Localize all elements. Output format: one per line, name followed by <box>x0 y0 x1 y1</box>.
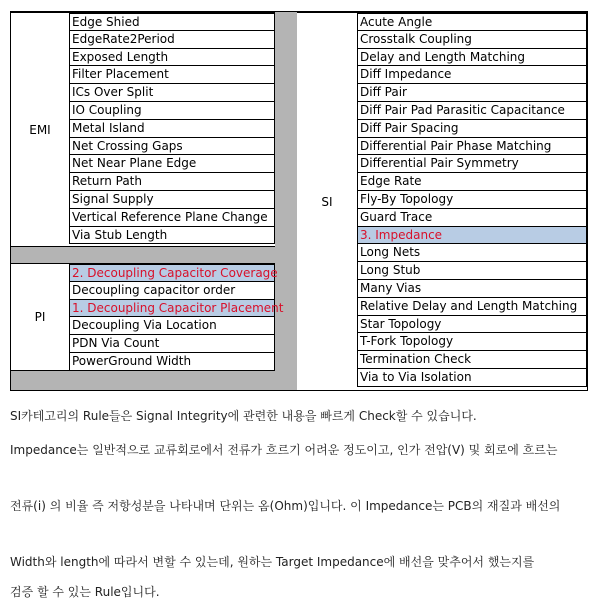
pi-rule-item: Decoupling Via Location <box>69 317 275 335</box>
si-rule-item: T-Fork Topology <box>357 333 587 351</box>
si-rule-item: Delay and Length Matching <box>357 49 587 67</box>
si-rule-item: Edge Rate <box>357 173 587 191</box>
pi-rule-item: Decoupling capacitor order <box>69 282 275 300</box>
pi-panel <box>11 263 284 371</box>
si-rule-item: Diff Pair <box>357 84 587 102</box>
pi-rule-item: 2. Decoupling Capacitor Coverage <box>69 264 275 282</box>
si-rule-item: Termination Check <box>357 351 587 369</box>
si-rule-item: Relative Delay and Length Matching <box>357 298 587 316</box>
rule-category-table <box>10 11 588 391</box>
si-rule-item: Diff Pair Pad Parasitic Capacitance <box>357 102 587 120</box>
paragraph-1: SI카테고리의 Rule들은 Signal Integrity에 관련한 내용을 빠르게 Check할 수 있습니다. <box>10 409 477 423</box>
si-rule-item: Long Stub <box>357 262 587 280</box>
si-rule-item: Many Vias <box>357 280 587 298</box>
paragraph-5: 검증 할 수 있는 Rule입니다. <box>10 585 160 599</box>
si-rule-item: Diff Impedance <box>357 66 587 84</box>
emi-rule-list <box>69 13 275 246</box>
si-rule-item: Long Nets <box>357 244 587 262</box>
emi-rule-item: Net Crossing Gaps <box>69 138 275 156</box>
si-rule-item: Acute Angle <box>357 13 587 31</box>
pi-category-label: PI <box>34 310 46 324</box>
paragraph-2: Impedance는 일반적으로 교류회로에서 전류가 흐르기 어려운 정도이고, 인가 전압(V) 및 회로에 흐르는 <box>10 443 558 457</box>
emi-rule-item: Vertical Reference Plane Change <box>69 209 275 227</box>
si-panel <box>297 12 587 390</box>
emi-rule-item: Edge Shied <box>69 13 275 31</box>
si-rule-item: Differential Pair Symmetry <box>357 155 587 173</box>
si-rule-item: Star Topology <box>357 316 587 334</box>
emi-rule-item: Signal Supply <box>69 191 275 209</box>
si-rule-item: 3. Impedance <box>357 227 587 245</box>
emi-rule-item: Metal Island <box>69 120 275 138</box>
emi-rule-item: Net Near Plane Edge <box>69 155 275 173</box>
si-rule-item: Via to Via Isolation <box>357 369 587 387</box>
pi-rule-item: PDN Via Count <box>69 335 275 353</box>
emi-category-label: EMI <box>29 123 51 137</box>
emi-rule-item: Via Stub Length <box>69 227 275 245</box>
si-rule-item: Diff Pair Spacing <box>357 120 587 138</box>
pi-rule-list <box>69 264 284 370</box>
emi-rule-item: Exposed Length <box>69 49 275 67</box>
emi-panel <box>11 12 275 247</box>
si-rule-item: Guard Trace <box>357 209 587 227</box>
pi-rule-item: 1. Decoupling Capacitor Placement <box>69 300 275 318</box>
emi-rule-item: ICs Over Split <box>69 84 275 102</box>
pi-rule-item: PowerGround Width <box>69 353 275 371</box>
emi-rule-item: Filter Placement <box>69 66 275 84</box>
si-rule-list <box>357 13 587 390</box>
emi-rule-item: Return Path <box>69 173 275 191</box>
si-category-label: SI <box>321 195 333 209</box>
si-rule-item: Crosstalk Coupling <box>357 31 587 49</box>
emi-rule-item: EdgeRate2Period <box>69 31 275 49</box>
paragraph-4: Width와 length에 따라서 변할 수 있는데, 원하는 Target Impedance에 배선을 맞추어서 했는지를 <box>10 555 535 569</box>
paragraph-3: 전류(i) 의 비율 즉 저항성분을 나타내며 단위는 옴(Ohm)입니다. 이 Impedance는 PCB의 재질과 배선의 <box>10 499 561 513</box>
si-rule-item: Fly-By Topology <box>357 191 587 209</box>
si-rule-item: Differential Pair Phase Matching <box>357 138 587 156</box>
emi-rule-item: IO Coupling <box>69 102 275 120</box>
